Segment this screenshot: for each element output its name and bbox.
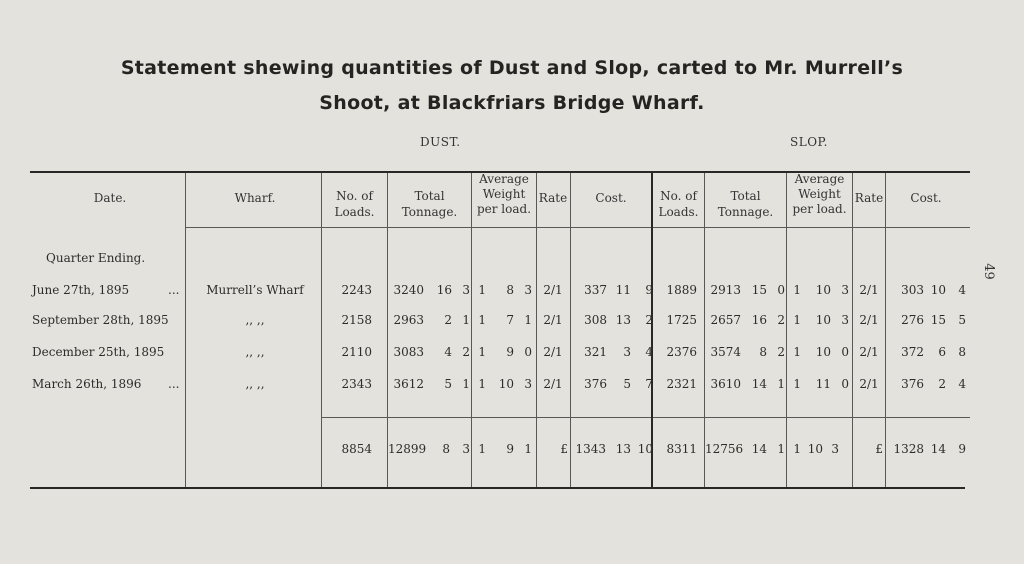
total-dust-loads: 8854 [341, 442, 372, 456]
slop-cost: 8 [958, 345, 966, 359]
row-date: March 26th, 1896 [32, 377, 142, 391]
total-dust-tonnage: 8 [442, 442, 450, 456]
header-slop-loads [653, 188, 704, 220]
row-wharf: Murrell’s Wharf [206, 283, 304, 297]
total-slop-tonnage: 1 [777, 442, 785, 456]
dust-tonnage: 3612 [393, 377, 424, 391]
dust-tonnage: 5 [444, 377, 452, 391]
col-divider [321, 173, 322, 487]
slop-tonnage: 3574 [710, 345, 741, 359]
header-tonnage-l1: Total [414, 189, 445, 203]
dust-avg-weight: 1 [478, 283, 486, 297]
dust-tonnage: 2 [462, 345, 470, 359]
total-slop-cost: 14 [930, 442, 946, 456]
header-avg-l2: Weight [482, 187, 526, 201]
dust-cost: 9 [645, 283, 653, 297]
total-slop-cost: 1328 [893, 442, 924, 456]
header-loads-l2: Loads. [658, 205, 699, 219]
row-wharf: ,, ,, [245, 377, 265, 391]
slop-tonnage: 2657 [710, 313, 741, 327]
header-slop-rate: Rate [854, 191, 884, 205]
header-dust-cost: Cost. [595, 191, 627, 205]
dust-cost: 308 [584, 313, 607, 327]
dust-rate: 2/1 [543, 345, 563, 359]
table-bottom-rule [30, 487, 965, 489]
slop-loads: 1725 [666, 313, 697, 327]
total-dust-avg-weight: 1 [524, 442, 532, 456]
dust-cost: 2 [645, 313, 653, 327]
slop-rate: 2/1 [859, 345, 879, 359]
slop-rate: 2/1 [859, 377, 879, 391]
slop-tonnage: 14 [751, 377, 767, 391]
header-dust-avg [472, 172, 536, 217]
slop-tonnage: 0 [777, 283, 785, 297]
header-dust-loads [322, 188, 387, 220]
dust-tonnage: 2963 [393, 313, 424, 327]
slop-avg-weight: 10 [815, 313, 831, 327]
total-dust-tonnage: 12899 [388, 442, 427, 456]
section-dust-heading: DUST. [420, 135, 461, 149]
page-number: 49 [980, 263, 996, 280]
slop-cost: 303 [901, 283, 924, 297]
total-dust-cost: 10 [637, 442, 653, 456]
slop-rate: 2/1 [859, 313, 879, 327]
slop-tonnage: 2913 [710, 283, 741, 297]
dust-avg-weight: 1 [524, 313, 532, 327]
header-wharf: Wharf. [234, 191, 276, 205]
dust-rate: 2/1 [543, 283, 563, 297]
header-avg-l2: Weight [798, 187, 841, 201]
dust-loads: 2158 [341, 313, 372, 327]
dust-cost: 321 [584, 345, 607, 359]
row-date: December 25th, 1895 [32, 345, 165, 359]
dust-loads: 2243 [341, 283, 372, 297]
dust-rate: 2/1 [543, 377, 563, 391]
title-line-2: Shoot, at Blackfriars Bridge Wharf. [319, 92, 705, 114]
header-slop-avg [787, 172, 852, 217]
slop-tonnage: 2 [777, 345, 785, 359]
dust-cost: 337 [584, 283, 607, 297]
slop-cost: 372 [901, 345, 924, 359]
header-tonnage-l2: Tonnage. [717, 205, 774, 219]
slop-cost: 5 [958, 313, 966, 327]
dust-loads: 2110 [341, 345, 372, 359]
total-slop-avg-weight: 3 [831, 442, 839, 456]
slop-avg-weight: 11 [815, 377, 831, 391]
dust-tonnage: 2 [444, 313, 452, 327]
dust-avg-weight: 8 [506, 283, 514, 297]
slop-tonnage: 15 [751, 283, 767, 297]
col-divider [536, 173, 537, 487]
dust-avg-weight: 3 [524, 377, 532, 391]
slop-cost: 10 [930, 283, 946, 297]
slop-cost: 4 [958, 377, 966, 391]
dust-avg-weight: 1 [478, 345, 486, 359]
header-loads-l1: No. of [336, 189, 373, 203]
dust-avg-weight: 3 [524, 283, 532, 297]
header-dust-rate: Rate [538, 191, 568, 205]
quarter-ending-label: Quarter Ending. [46, 251, 146, 265]
slop-cost: 15 [930, 313, 946, 327]
dust-tonnage: 16 [436, 283, 452, 297]
header-dust-tonnage [388, 188, 471, 220]
dust-tonnage: 3 [462, 283, 470, 297]
dust-avg-weight: 9 [506, 345, 514, 359]
header-loads-l2: Loads. [334, 205, 375, 219]
total-slop-tonnage: 14 [751, 442, 767, 456]
dust-loads: 2343 [341, 377, 372, 391]
total-slop-currency: £ [875, 442, 883, 456]
total-dust-cost: 13 [615, 442, 631, 456]
dust-tonnage: 3240 [393, 283, 424, 297]
section-slop-heading: SLOP. [790, 135, 828, 149]
header-tonnage-l2: Tonnage. [401, 205, 458, 219]
total-dust-avg-weight: 9 [506, 442, 514, 456]
slop-avg-weight: 1 [793, 313, 801, 327]
header-slop-cost: Cost. [910, 191, 942, 205]
header-avg-l1: Average [794, 172, 845, 186]
col-divider [185, 173, 186, 487]
slop-tonnage: 3610 [710, 377, 741, 391]
total-slop-avg-weight: 1 [793, 442, 801, 456]
header-avg-l1: Average [479, 172, 529, 186]
dust-cost: 3 [623, 345, 631, 359]
header-slop-tonnage [705, 188, 786, 220]
total-dust-cost: 1343 [575, 442, 606, 456]
row-wharf: ,, ,, [245, 345, 265, 359]
row-wharf: ,, ,, [245, 313, 265, 327]
slop-tonnage: 2 [777, 313, 785, 327]
dust-avg-weight: 10 [498, 377, 514, 391]
dust-cost: 376 [584, 377, 607, 391]
dust-cost: 4 [645, 345, 653, 359]
slop-avg-weight: 10 [815, 345, 831, 359]
col-divider [387, 173, 388, 487]
slop-avg-weight: 10 [815, 283, 831, 297]
header-tonnage-l1: Total [730, 189, 761, 203]
dust-rate: 2/1 [543, 313, 563, 327]
total-dust-avg-weight: 1 [478, 442, 486, 456]
dust-tonnage: 1 [462, 313, 470, 327]
slop-avg-weight: 0 [841, 377, 849, 391]
row-date: September 28th, 1895 [32, 313, 169, 327]
col-divider [471, 173, 472, 487]
section-divider [651, 173, 653, 487]
row-date: June 27th, 1895 [32, 283, 130, 297]
slop-cost: 376 [901, 377, 924, 391]
totals-top-rule [322, 417, 970, 418]
slop-cost: 6 [938, 345, 946, 359]
total-slop-loads: 8311 [666, 442, 697, 456]
slop-tonnage: 1 [777, 377, 785, 391]
dust-cost: 7 [645, 377, 653, 391]
col-divider [704, 173, 705, 487]
dust-avg-weight: 1 [478, 377, 486, 391]
total-dust-tonnage: 3 [462, 442, 470, 456]
header-avg-l3: per load. [792, 202, 847, 216]
slop-loads: 1889 [666, 283, 697, 297]
col-divider [885, 173, 886, 487]
dust-cost: 13 [615, 313, 631, 327]
row-leader-dots: ... [168, 377, 180, 391]
slop-tonnage: 8 [759, 345, 767, 359]
slop-loads: 2376 [666, 345, 697, 359]
dust-cost: 11 [615, 283, 631, 297]
total-dust-currency: £ [560, 442, 568, 456]
slop-avg-weight: 1 [793, 345, 801, 359]
header-date: Date. [93, 191, 127, 205]
slop-tonnage: 16 [751, 313, 767, 327]
col-divider [570, 173, 571, 487]
row-leader-dots: ... [168, 283, 180, 297]
col-divider [786, 173, 787, 487]
dust-tonnage: 3083 [393, 345, 424, 359]
dust-avg-weight: 0 [524, 345, 532, 359]
header-loads-l1: No. of [660, 189, 697, 203]
slop-loads: 2321 [666, 377, 697, 391]
total-slop-cost: 9 [958, 442, 966, 456]
dust-cost: 5 [623, 377, 631, 391]
slop-avg-weight: 0 [841, 345, 849, 359]
slop-avg-weight: 3 [841, 313, 849, 327]
slop-avg-weight: 1 [793, 283, 801, 297]
total-slop-tonnage: 12756 [705, 442, 744, 456]
dust-avg-weight: 1 [478, 313, 486, 327]
slop-rate: 2/1 [859, 283, 879, 297]
dust-tonnage: 4 [444, 345, 452, 359]
header-avg-l3: per load. [476, 202, 532, 216]
slop-cost: 276 [901, 313, 924, 327]
dust-tonnage: 1 [462, 377, 470, 391]
dust-avg-weight: 7 [506, 313, 514, 327]
slop-cost: 4 [958, 283, 966, 297]
title-line-1: Statement shewing quantities of Dust and Slop, carted to Mr. Murrell’s [120, 57, 904, 79]
slop-cost: 2 [938, 377, 946, 391]
col-divider [852, 173, 853, 487]
slop-avg-weight: 3 [841, 283, 849, 297]
slop-avg-weight: 1 [793, 377, 801, 391]
total-slop-avg-weight: 10 [807, 442, 823, 456]
